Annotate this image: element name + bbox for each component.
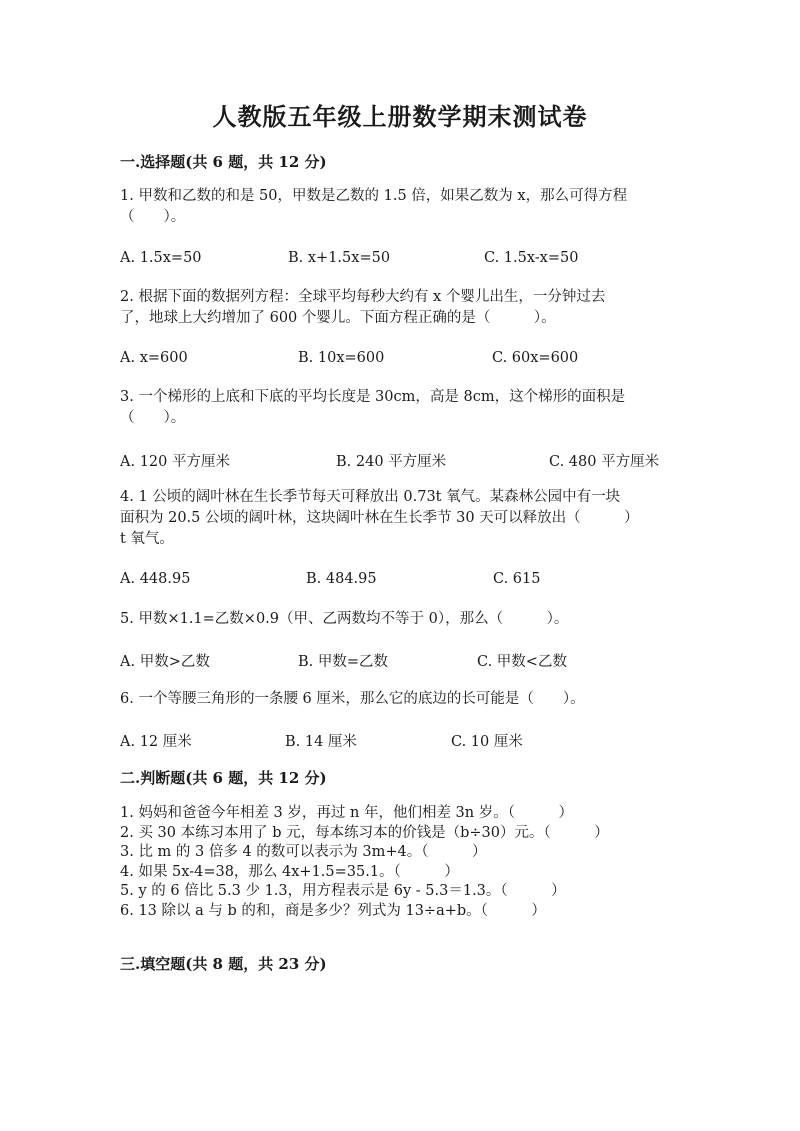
- option-c: C. 10 厘米: [451, 734, 523, 750]
- option-a: A. 1.5x=50: [120, 250, 202, 266]
- question-line: 4. 1 公顷的阔叶林在生长季节每天可释放出 0.73t 氧气。某森林公园中有一块: [120, 489, 621, 505]
- option-c: C. 615: [493, 571, 541, 587]
- options-6: [120, 730, 680, 750]
- option-c: C. 480 平方厘米: [549, 454, 660, 470]
- question-line: 6. 一个等腰三角形的一条腰 6 厘米，那么它的底边的长可能是（ ）。: [120, 691, 585, 707]
- options-2: [120, 350, 680, 370]
- option-c: C. 1.5x-x=50: [484, 250, 579, 266]
- options-4: [120, 571, 680, 591]
- option-a: A. x=600: [120, 350, 188, 366]
- question-line: 5. 甲数×1.1=乙数×0.9（甲、乙两数均不等于 0），那么（ ）。: [120, 611, 569, 627]
- question-line: 1. 甲数和乙数的和是 50，甲数是乙数的 1.5 倍，如果乙数为 x，那么可得方程: [120, 188, 628, 204]
- option-a: A. 120 平方厘米: [120, 454, 230, 470]
- option-b: B. x+1.5x=50: [288, 250, 391, 266]
- question-line: （ ）。: [120, 209, 186, 225]
- options-1: [120, 250, 680, 270]
- option-a: A. 12 厘米: [120, 734, 192, 750]
- judgment-item: 2. 买 30 本练习本用了 b 元，每本练习本的价钱是（b÷30）元。（ ）: [120, 824, 609, 841]
- exam-title: 人教版五年级上册数学期末测试卷: [212, 102, 588, 131]
- options-3: [120, 450, 680, 470]
- judgment-list: [120, 804, 720, 921]
- judgment-item: 5. y 的 6 倍比 5.3 少 1.3，用方程表示是 6y - 5.3＝1.3。（ ）: [120, 883, 566, 899]
- question-line: 了，地球上大约增加了 600 个婴儿。下面方程正确的是（ ）。: [120, 310, 556, 326]
- question-line: 面积为 20.5 公顷的阔叶林，这块阔叶林在生长季节 30 天可以释放出（ ）: [120, 510, 639, 526]
- section-heading-judgment: 二.判断题(共 6 题，共 12 分): [120, 769, 327, 787]
- question-5: [120, 609, 680, 630]
- option-b: B. 484.95: [306, 571, 377, 587]
- option-b: B. 240 平方厘米: [336, 454, 447, 470]
- judgment-item: 3. 比 m 的 3 倍多 4 的数可以表示为 3m+4。（ ）: [120, 844, 487, 860]
- option-b: B. 14 厘米: [285, 734, 357, 750]
- option-a: A. 甲数>乙数: [120, 654, 210, 670]
- question-2: [120, 287, 680, 329]
- question-line: 2. 根据下面的数据列方程：全球平均每秒大约有 x 个婴儿出生，一分钟过去: [120, 289, 606, 305]
- question-4: [120, 487, 680, 550]
- option-b: B. 10x=600: [298, 350, 385, 366]
- judgment-item: 1. 妈妈和爸爸今年相差 3 岁，再过 n 年，他们相差 3n 岁。（ ）: [120, 805, 573, 821]
- question-line: t 氧气。: [120, 531, 174, 547]
- option-a: A. 448.95: [120, 571, 191, 587]
- section-heading-choice: 一.选择题(共 6 题，共 12 分): [120, 153, 327, 171]
- option-c: C. 甲数<乙数: [477, 654, 567, 670]
- question-line: （ ）。: [120, 410, 186, 426]
- judgment-item: 6. 13 除以 a 与 b 的和，商是多少？列式为 13÷a+b。（ ）: [120, 902, 546, 919]
- section-heading-fill-blank: 三.填空题(共 8 题，共 23 分): [120, 955, 327, 973]
- question-6: [120, 689, 680, 710]
- options-5: [120, 650, 680, 670]
- question-line: 3. 一个梯形的上底和下底的平均长度是 30cm，高是 8cm，这个梯形的面积是: [120, 389, 626, 405]
- judgment-item: 4. 如果 5x-4=38，那么 4x+1.5=35.1。（ ）: [120, 863, 459, 880]
- option-b: B. 甲数=乙数: [298, 654, 389, 670]
- question-1: [120, 186, 680, 228]
- option-c: C. 60x=600: [492, 350, 579, 366]
- question-3: [120, 387, 680, 429]
